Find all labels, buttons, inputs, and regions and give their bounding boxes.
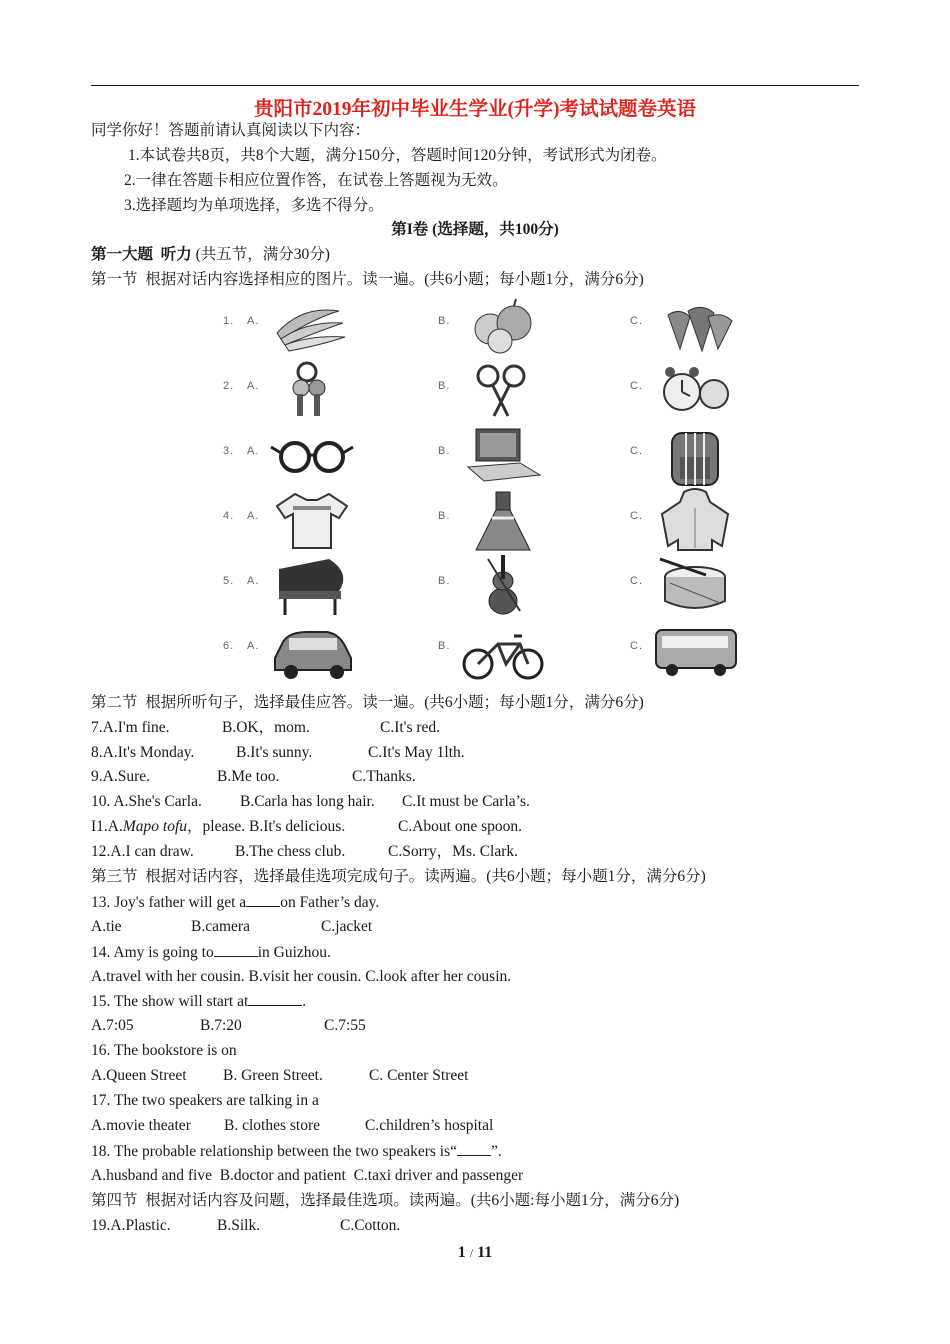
stem-text: 18. The probable relationship between the two speakers is“ xyxy=(91,1143,458,1160)
laptop-icon xyxy=(458,423,548,487)
option-b: B.Me too. xyxy=(217,768,280,785)
option-b: B. clothes store xyxy=(224,1117,320,1134)
bicycle-icon xyxy=(458,618,548,682)
section4-heading: 第四节 根据对话内容及问题，选择最佳选项。读两遍。(共6小题:每小题1分，满分6分) xyxy=(91,1192,680,1209)
picture-grid xyxy=(215,293,735,683)
question-number: 6. xyxy=(223,640,235,652)
option-c: C.Sorry，Ms. Clark. xyxy=(388,843,519,860)
scissors-icon xyxy=(458,358,548,422)
picture-option xyxy=(622,618,792,682)
question-19 xyxy=(91,1216,401,1236)
picture-option xyxy=(622,488,792,552)
option-letter: C. xyxy=(630,315,643,327)
option-b: B.It's sunny. xyxy=(236,744,313,761)
strawberries-icon xyxy=(650,293,740,357)
option-a: 10. A.She's Carla. xyxy=(91,793,202,810)
option-letter: B. xyxy=(438,380,451,392)
option-a-prefix: I1.A. xyxy=(91,818,123,835)
part1-heading xyxy=(91,245,330,265)
picture-option xyxy=(430,553,600,617)
option-c: C.jacket xyxy=(321,918,373,935)
picture-option xyxy=(215,423,385,487)
keys-icon xyxy=(267,358,357,422)
question-number: 4. xyxy=(223,510,235,522)
glasses-icon xyxy=(267,423,357,487)
option-c: C.It must be Carla’s. xyxy=(402,793,530,810)
picture-option xyxy=(215,488,385,552)
stem-text: 15. The show will start at xyxy=(91,993,249,1010)
bus-icon xyxy=(650,618,740,682)
stem-text: 14. Amy is going to xyxy=(91,944,214,961)
intro-rule-2: 2.一律在答题卡相应位置作答，在试卷上答题视为无效。 xyxy=(124,172,508,189)
stem-text-end: on Father’s day. xyxy=(280,894,380,911)
option-letter: C. xyxy=(630,575,643,587)
option-letter: C. xyxy=(630,445,643,457)
option-a: 8.A.It's Monday. xyxy=(91,744,195,761)
picture-option xyxy=(215,358,385,422)
picture-option xyxy=(430,488,600,552)
stem-text-end: ”. xyxy=(491,1143,502,1160)
question-18-options: A.husband and five B.doctor and patient C.taxi driver and passenger xyxy=(91,1167,524,1184)
option-letter: B. xyxy=(438,315,451,327)
option-a: 19.A.Plastic. xyxy=(91,1217,171,1234)
option-b: B.Silk. xyxy=(217,1217,261,1234)
question-17-stem: 17. The two speakers are talking in a xyxy=(91,1092,319,1109)
option-b: B.camera xyxy=(191,918,250,935)
option-letter: C. xyxy=(630,640,643,652)
question-16-options xyxy=(91,1066,469,1086)
hoodie-icon xyxy=(650,488,740,552)
question-17-options xyxy=(91,1116,494,1136)
option-c: C.Thanks. xyxy=(352,768,416,785)
question-7 xyxy=(91,718,441,738)
option-c: C.It's red. xyxy=(380,719,441,736)
option-a: 7.A.I'm fine. xyxy=(91,719,170,736)
page-separator: / xyxy=(469,1246,474,1260)
question-11 xyxy=(91,817,522,837)
option-letter: B. xyxy=(438,510,451,522)
option-c: C.7:55 xyxy=(324,1017,366,1034)
question-8 xyxy=(91,743,465,763)
picture-option xyxy=(430,358,600,422)
option-a-dish: Mapo tofu xyxy=(122,818,188,835)
page-number xyxy=(0,1244,950,1262)
option-letter: A. xyxy=(247,380,260,392)
volume-heading: 第I卷 (选择题，共100分) xyxy=(391,221,559,238)
intro-rule-3: 3.选择题均为单项选择，多选不得分。 xyxy=(124,197,384,214)
option-letter: A. xyxy=(247,510,260,522)
answer-blank xyxy=(214,942,258,957)
part1-heading-rest: (共五节，满分30分) xyxy=(191,246,330,263)
option-letter: C. xyxy=(630,380,643,392)
picture-option xyxy=(430,423,600,487)
option-b: B.Carla has long hair. xyxy=(240,793,375,810)
option-c: C.children’s hospital xyxy=(365,1117,494,1134)
section1-heading: 第一节 根据对话内容选择相应的图片。读一遍。(共6小题；每小题1分，满分6分) xyxy=(91,271,644,288)
question-number: 3. xyxy=(223,445,235,457)
option-a-rest: ，please. B.It's delicious. xyxy=(187,818,346,835)
option-b: B.OK，mom. xyxy=(222,719,310,736)
option-a: A.tie xyxy=(91,918,122,935)
question-16-stem: 16. The bookstore is on xyxy=(91,1042,237,1059)
picture-option xyxy=(430,618,600,682)
option-letter: B. xyxy=(438,575,451,587)
piano-icon xyxy=(267,553,357,617)
question-15-options xyxy=(91,1016,366,1036)
picture-option xyxy=(430,293,600,357)
answer-blank xyxy=(457,1141,491,1156)
option-c: C.It's May 1lth. xyxy=(368,744,465,761)
option-letter: C. xyxy=(630,510,643,522)
option-b: B. Green Street. xyxy=(223,1067,323,1084)
option-letter: A. xyxy=(247,640,260,652)
question-18-stem xyxy=(91,1141,502,1162)
bananas-icon xyxy=(267,293,357,357)
dress-icon xyxy=(458,488,548,552)
option-b: B.The chess club. xyxy=(235,843,346,860)
question-14-options: A.travel with her cousin. B.visit her cousin. C.look after her cousin. xyxy=(91,968,512,985)
question-number: 5. xyxy=(223,575,235,587)
picture-option xyxy=(622,293,792,357)
part1-heading-bold: 第一大题 听力 xyxy=(91,246,192,263)
stem-text: 13. Joy's father will get a xyxy=(91,894,247,911)
question-number: 1. xyxy=(223,315,235,327)
t-shirt-icon xyxy=(267,488,357,552)
option-a: 9.A.Sure. xyxy=(91,768,150,785)
top-rule xyxy=(91,85,859,86)
question-15-stem xyxy=(91,991,306,1012)
option-letter: A. xyxy=(247,445,260,457)
current-page: 1 xyxy=(457,1244,466,1261)
option-letter: A. xyxy=(247,315,260,327)
total-pages: 11 xyxy=(477,1244,493,1261)
picture-option xyxy=(622,423,792,487)
option-c: C.Cotton. xyxy=(340,1217,401,1234)
question-9 xyxy=(91,767,416,787)
option-c: C.About one spoon. xyxy=(398,818,522,835)
picture-option xyxy=(622,358,792,422)
option-letter: A. xyxy=(247,575,260,587)
option-a: A.7:05 xyxy=(91,1017,134,1034)
section3-heading: 第三节 根据对话内容，选择最佳选项完成句子。读两遍。(共6小题；每小题1分，满分6分) xyxy=(91,868,706,885)
option-a: 12.A.I can draw. xyxy=(91,843,194,860)
answer-blank xyxy=(246,892,280,907)
option-a: A.Queen Street xyxy=(91,1067,187,1084)
violin-icon xyxy=(458,553,548,617)
exam-title: 贵阳市2019年初中毕业生学业(升学)考试试题卷英语 xyxy=(254,99,696,120)
alarm-clocks-icon xyxy=(650,358,740,422)
question-10 xyxy=(91,792,530,812)
question-12 xyxy=(91,842,519,862)
picture-option xyxy=(622,553,792,617)
car-icon xyxy=(267,618,357,682)
answer-blank xyxy=(248,991,302,1006)
intro-greeting: 同学你好！答题前请认真阅读以下内容： xyxy=(91,122,371,139)
backpack-icon xyxy=(650,423,740,487)
picture-option xyxy=(215,553,385,617)
intro-rule-1: 1.本试卷共8页，共8个大题，满分150分，答题时间120分钟，考试形式为闭卷。 xyxy=(128,147,667,164)
option-letter: B. xyxy=(438,640,451,652)
stem-text-end: . xyxy=(302,993,307,1010)
option-letter: B. xyxy=(438,445,451,457)
drum-icon xyxy=(650,553,740,617)
option-b: B.7:20 xyxy=(200,1017,242,1034)
question-13-stem xyxy=(91,892,379,913)
picture-option xyxy=(215,293,385,357)
section2-heading: 第二节 根据所听句子，选择最佳应答。读一遍。(共6小题；每小题1分，满分6分) xyxy=(91,694,644,711)
pears-icon xyxy=(458,293,548,357)
question-14-stem xyxy=(91,942,331,963)
stem-text-end: in Guizhou. xyxy=(257,944,331,961)
option-c: C. Center Street xyxy=(369,1067,469,1084)
question-number: 2. xyxy=(223,380,235,392)
question-13-options xyxy=(91,917,373,937)
picture-option xyxy=(215,618,385,682)
option-a: A.movie theater xyxy=(91,1117,191,1134)
